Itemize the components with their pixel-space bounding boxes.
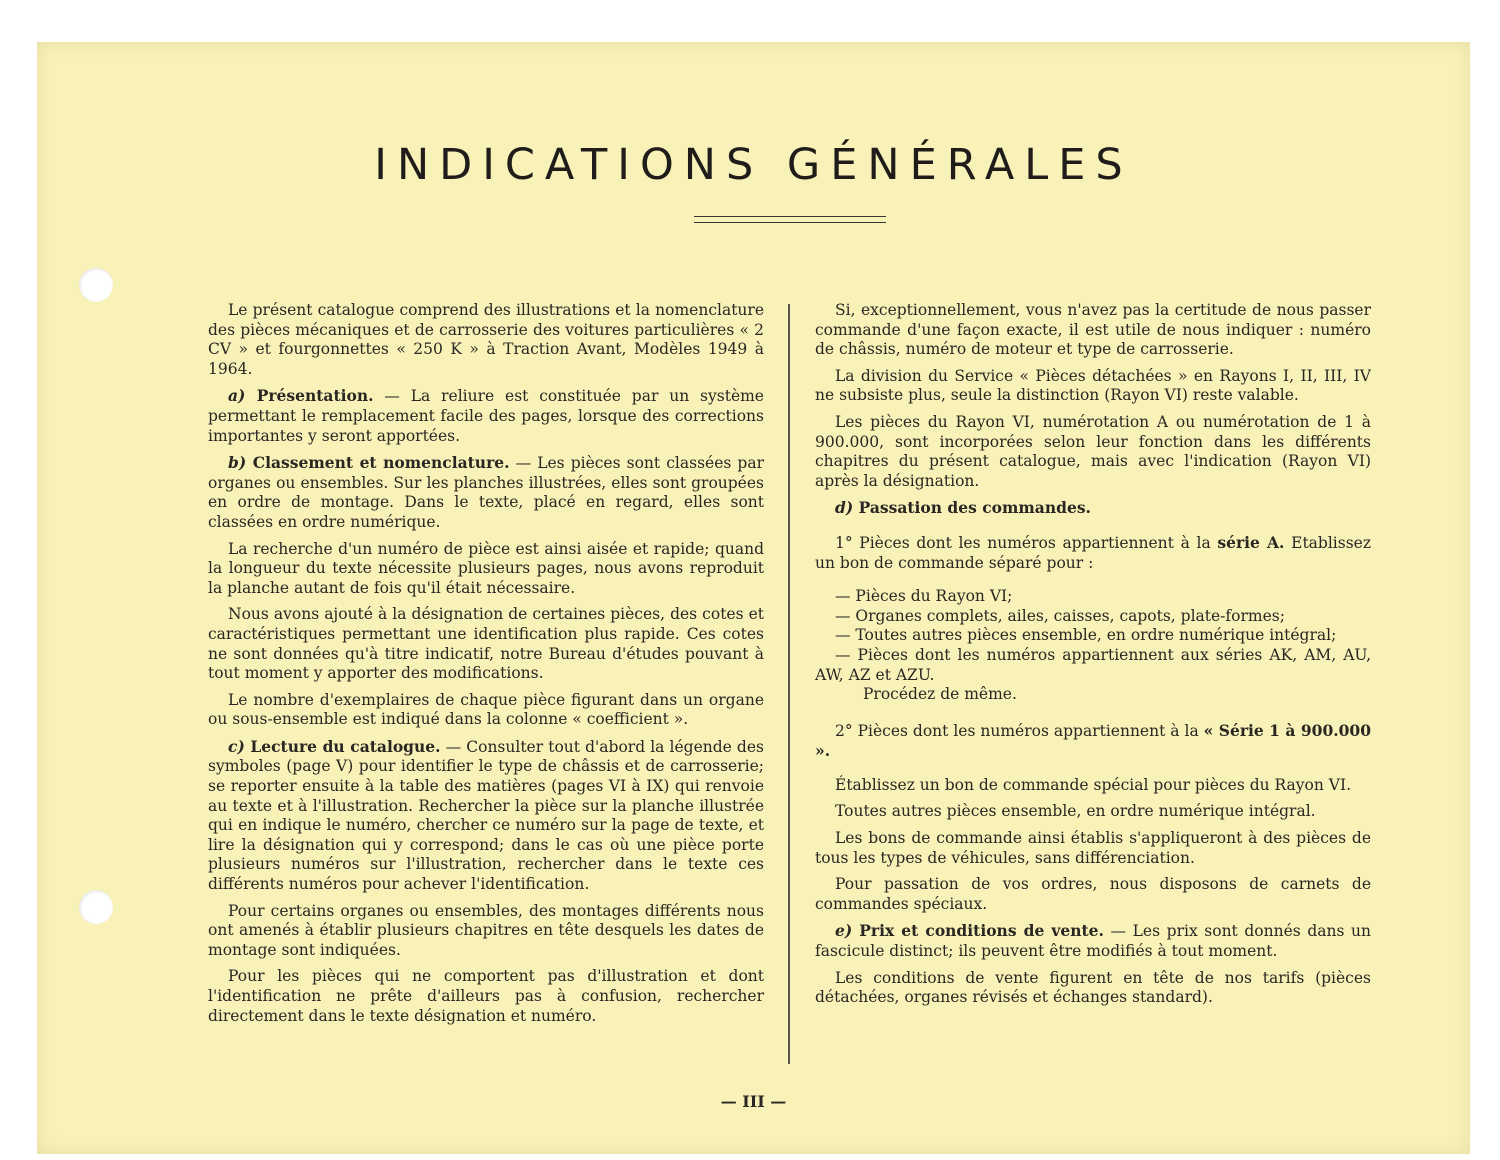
section-b-heading: b) Classement et nomenclature. — [228, 453, 510, 473]
dash-item-toutes: — Toutes autres pièces ensemble, en ordre numérique intégral; — [835, 626, 1337, 645]
certains-paragraph: Pour certains organes ou ensembles, des montages différents nous ont amenés à établir plusieurs chapitres en tête desquels les dates de montage sont indiquées. — [208, 901, 764, 959]
section-b-paragraph: b) Classement et nomenclature. — Les pièces sont classées par organes ou ensembles. Sur les planches illustrées, elles sont groupées en ordre de montage. Dans le texte, placé en regard, elles sont classées en ordre numérique. — [208, 453, 764, 531]
dash-item-rayon: — Pièces du Rayon VI; — [835, 587, 1013, 606]
bons-paragraph: Les bons de commande ainsi établis s'appliqueront à des pièces de tous les types de véhicules, sans différenciation. — [815, 829, 1371, 867]
section-a-paragraph: a) Présentation. — La reliure est constituée par un système permettant le remplacement facile des pages, lorsque des corrections importantes y seront apportées. — [208, 386, 764, 445]
procedez-line: Procédez de même. — [863, 685, 1017, 704]
passation-paragraph: Pour passation de vos ordres, nous disposons de carnets de commandes spéciaux. — [815, 875, 1371, 913]
left-column — [208, 301, 764, 1033]
nombre-paragraph: Le nombre d'exemplaires de chaque pièce figurant dans un organe ou sous-ensemble est indiqué dans la colonne « coefficient ». — [208, 690, 764, 729]
section-c-heading: c) Lecture du catalogue. — [228, 736, 441, 756]
title-double-rule — [694, 216, 886, 223]
recherche-paragraph: La recherche d'un numéro de pièce est ainsi aisée et rapide; quand la longueur du texte nécessite plusieurs pages, nous avons reproduit la planche autant de fois qu'il était nécessaire. — [208, 539, 764, 597]
rayon-paragraph: Les pièces du Rayon VI, numérotation A ou numérotation de 1 à 900.000, sont incorporées selon leur fonction dans les différents chapitres du présent catalogue, mais avec l'indication (Rayon VI) après la désignation. — [815, 412, 1371, 490]
toutes-paragraph: Toutes autres pièces ensemble, en ordre numérique intégral. — [835, 802, 1316, 821]
ajoute-paragraph: Nous avons ajouté à la désignation de certaines pièces, des cotes et caractéristiques permettant une identification plus rapide. Ces cotes ne sont données qu'à titre indicatif, notre Bureau d'études pouvant à tout moment y apporter des modifications. — [208, 605, 764, 683]
section-e-heading: e) Prix et conditions de vente. — [835, 921, 1104, 941]
punch-hole-top — [79, 268, 113, 302]
section-c-paragraph: c) Lecture du catalogue. — Consulter tout d'abord la légende des symboles (page V) pour identifier le type de châssis et de carrosserie; se reporter ensuite à la table des matières (pages VI à IX) qui renvoie au texte et à l'illustration. Rechercher la pièce sur la planche illustrée qui en indique le numéro, chercher ce numéro sur la page de texte, et lire la désignation qui y correspond; dans le cas où une pièce porte plusieurs numéros sur l'illustration, rechercher dans le texte ces différents numéros pour achever l'identification. — [208, 736, 764, 894]
dash-item-series: — Pièces dont les numéros appartiennent aux séries AK, AM, AU, AW, AZ et AZU. — [815, 645, 1371, 684]
conditions-paragraph: Les conditions de vente figurent en tête de nos tarifs (pièces détachées, organes révisés et échanges standard). — [815, 968, 1371, 1007]
right-column — [815, 301, 1371, 1015]
catalogue-page — [37, 42, 1470, 1154]
serie-900000-paragraph: 2° Pièces dont les numéros appartiennent à la « Série 1 à 900.000 ». — [815, 720, 1371, 761]
section-a-heading: a) Présentation. — [228, 386, 374, 406]
page-number: — III — — [720, 1092, 787, 1111]
etablissez-paragraph: Établissez un bon de commande spécial pour pièces du Rayon VI. — [835, 775, 1352, 794]
division-paragraph: La division du Service « Pièces détachées » en Rayons I, II, III, IV ne subsiste plus, seule la distinction (Rayon VI) reste valable. — [815, 366, 1371, 405]
column-divider — [788, 304, 790, 1064]
pieces-paragraph: Pour les pièces qui ne comportent pas d'illustration et dont l'identification ne prête d'ailleurs pas à confusion, rechercher directement dans le texte désignation et numéro. — [208, 967, 764, 1025]
si-paragraph: Si, exceptionnellement, vous n'avez pas la certitude de nous passer commande d'une façon exacte, il est utile de nous indiquer : numéro de châssis, numéro de moteur et type de carrosserie. — [815, 301, 1371, 359]
serie-a-paragraph: 1° Pièces dont les numéros appartiennent à la série A. Etablissez un bon de commande séparé pour : — [815, 532, 1371, 572]
section-d-heading: d) Passation des commandes. — [835, 498, 1091, 518]
section-e-paragraph: e) Prix et conditions de vente. — Les prix sont donnés dans un fascicule distinct; ils peuvent être modifiés à tout moment. — [815, 921, 1371, 961]
punch-hole-bottom — [79, 890, 113, 924]
page-title: INDICATIONS GÉNÉRALES — [374, 140, 1133, 190]
intro-paragraph: Le présent catalogue comprend des illustrations et la nomenclature des pièces mécaniques et de carrosserie des voitures particulières « 2 CV » et fourgonnettes « 250 K » à Traction Avant, Modèles 1949 à 1964. — [208, 301, 764, 378]
dash-item-organes: — Organes complets, ailes, caisses, capots, plate-formes; — [835, 606, 1285, 625]
